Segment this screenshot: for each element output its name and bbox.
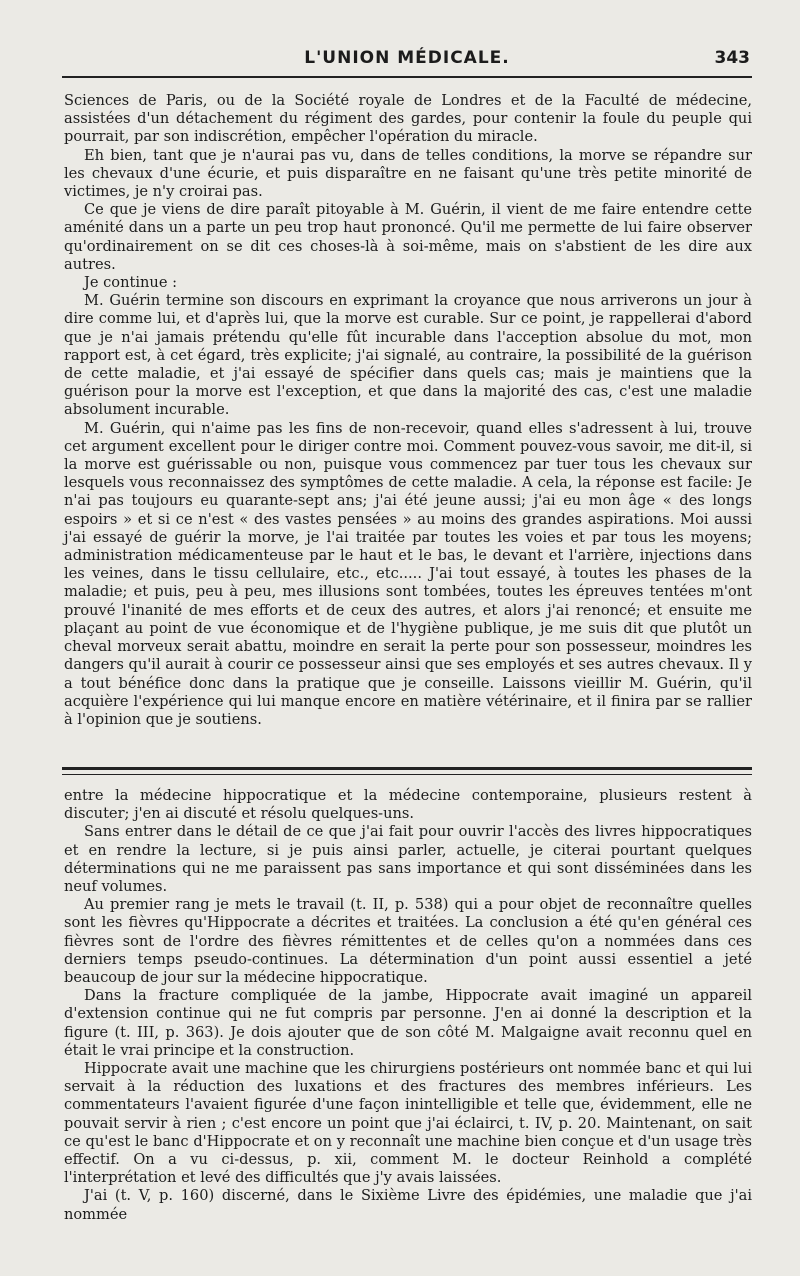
section-separator-thin <box>62 774 752 775</box>
paragraph: Je continue : <box>84 274 178 292</box>
header-rule <box>62 76 752 78</box>
paragraph: Hippocrate avait une machine que les chirurgiens postérieurs ont nommée banc et qui lui servait à la réduction des luxations et des fractures des membres inférieurs. Les commentateurs l'avaient figurée d'une façon inintelligible et telle que, évidemment, elle ne pouvait servir à rien ; c'est encore un point que j'ai éclairci, t. IV, p. 20. Maintenant, on sait ce qu'est le banc d'Hippocrate et on y reconnaît une machine bien conçue et d'un usage très effectif. On a vu ci-dessus, p. xii, comment M. le docteur Reinhold a complété l'interprétation et levé des difficultés que j'y avais laissées. <box>64 1060 752 1187</box>
top-section <box>64 92 752 729</box>
paragraph: M. Guérin termine son discours en exprimant la croyance que nous arriverons un jour à dire comme lui, et d'après lui, que la morve est curable. Sur ce point, je rappellerai d'abord que je n'ai jamais prétendu qu'elle fût incurable dans l'acception absolue du mot, mon rapport est, à cet égard, très explicite; j'ai signalé, au contraire, la possibilité de la guérison de cette maladie, et j'ai essayé de spécifier dans quels cas; mais je maintiens que la guérison pour la morve est l'exception, et que dans la majorité des cas, c'est une maladie absolument incurable. <box>64 292 752 419</box>
section-separator <box>62 767 752 770</box>
paragraph: Eh bien, tant que je n'aurai pas vu, dans de telles conditions, la morve se répandre sur les chevaux d'une écurie, et puis disparaître en ne faisant qu'une très petite minorité de victimes, je n'y croirai pas. <box>64 146 752 201</box>
paragraph: Au premier rang je mets le travail (t. II, p. 538) qui a pour objet de reconnaître quelles sont les fièvres qu'Hippocrate a décrites et traitées. La conclusion a été qu'en général ces fièvres sont de l'ordre des fièvres rémittentes et de celles qu'on a nommées dans ces derniers temps pseudo-continues. La détermination d'un point aussi essentiel a jeté beaucoup de jour sur la médecine hippocratique. <box>64 896 752 987</box>
paragraph: Sciences de Paris, ou de la Société royale de Londres et de la Faculté de médecine, assistées d'un détachement du régiment des gardes, pour contenir la foule du peuple qui pourrait, par son indiscrétion, empêcher l'opération du miracle. <box>64 92 752 146</box>
paragraph: Ce que je viens de dire paraît pitoyable à M. Guérin, il vient de me faire entendre cette aménité dans un a parte un peu trop haut prononcé. Qu'il me permette de lui faire observer qu'ordinairement on se dit ces choses-là à soi-même, mais on s'abstient de les dire aux autres. <box>64 201 752 273</box>
paragraph: Sans entrer dans le détail de ce que j'ai fait pour ouvrir l'accès des livres hippocratiques et en rendre la lecture, si je puis ainsi parler, actuelle, je citerai pourtant quelques déterminations qui ne me paraissent pas sans importance et qui sont disséminées dans les neuf volumes. <box>64 823 752 896</box>
paragraph: Dans la fracture compliquée de la jambe, Hippocrate avait imaginé un appareil d'extension continue qui ne fut compris par personne. J'en ai donné la description et la figure (t. III, p. 363). Je dois ajouter que de son côté M. Malgaigne avait reconnu quel en était le vrai principe et la construction. <box>64 987 752 1059</box>
journal-title: L'UNION MÉDICALE. <box>304 48 510 68</box>
paragraph: M. Guérin, qui n'aime pas les fins de non-recevoir, quand elles s'adressent à lui, trouve cet argument excellent pour le diriger contre moi. Comment pouvez-vous savoir, me dit-il, si la morve est guérissable ou non, puisque vous commencez par tuer tous les chevaux sur lesquels vous reconnaissez des symptômes de cette maladie. A cela, la réponse est facile: Je n'ai pas toujours eu quarante-sept ans; j'ai été jeune aussi; j'ai eu mon âge « des longs espoirs » et si ce n'est « des vastes pensées » au moins des grandes aspirations. Moi aussi j'ai essayé de guérir la morve, je l'ai traitée par toutes les voies et par tous les moyens; administration médicamenteuse par le haut et le bas, le devant et l'arrière, injections dans les veines, dans le tissu cellulaire, etc., etc..... J'ai tout essayé, à toutes les phases de la maladie; et puis, peu à peu, mes illusions sont tombées, toutes les épreuves tentées m'ont prouvé l'inanité de mes efforts et de ceux des autres, et alors j'ai renoncé; et ensuite me plaçant au point de vue économique et de l'hygiène publique, je me suis dit que plutôt un cheval morveux serait abattu, moindre en serait la perte pour son possesseur, moindres les dangers qu'il aurait à courir ce possesseur ainsi que ses employés et ses autres chevaux. Il y a tout bénéfice donc dans la pratique que je conseille. Laissons vieillir M. Guérin, qu'il acquière l'expérience qui lui manque encore en matière vétérinaire, et il finira par se rallier à l'opinion que je soutiens. <box>64 419 752 728</box>
paragraph: J'ai (t. V, p. 160) discerné, dans le Sixième Livre des épidémies, une maladie que j'ai nommée <box>64 1187 752 1223</box>
paragraph: entre la médecine hippocratique et la médecine contemporaine, plusieurs restent à discuter; j'en ai discuté et résolu quelques-uns. <box>64 787 752 823</box>
running-header <box>62 48 752 70</box>
bottom-section <box>64 787 752 1224</box>
page-number: 343 <box>714 48 750 68</box>
